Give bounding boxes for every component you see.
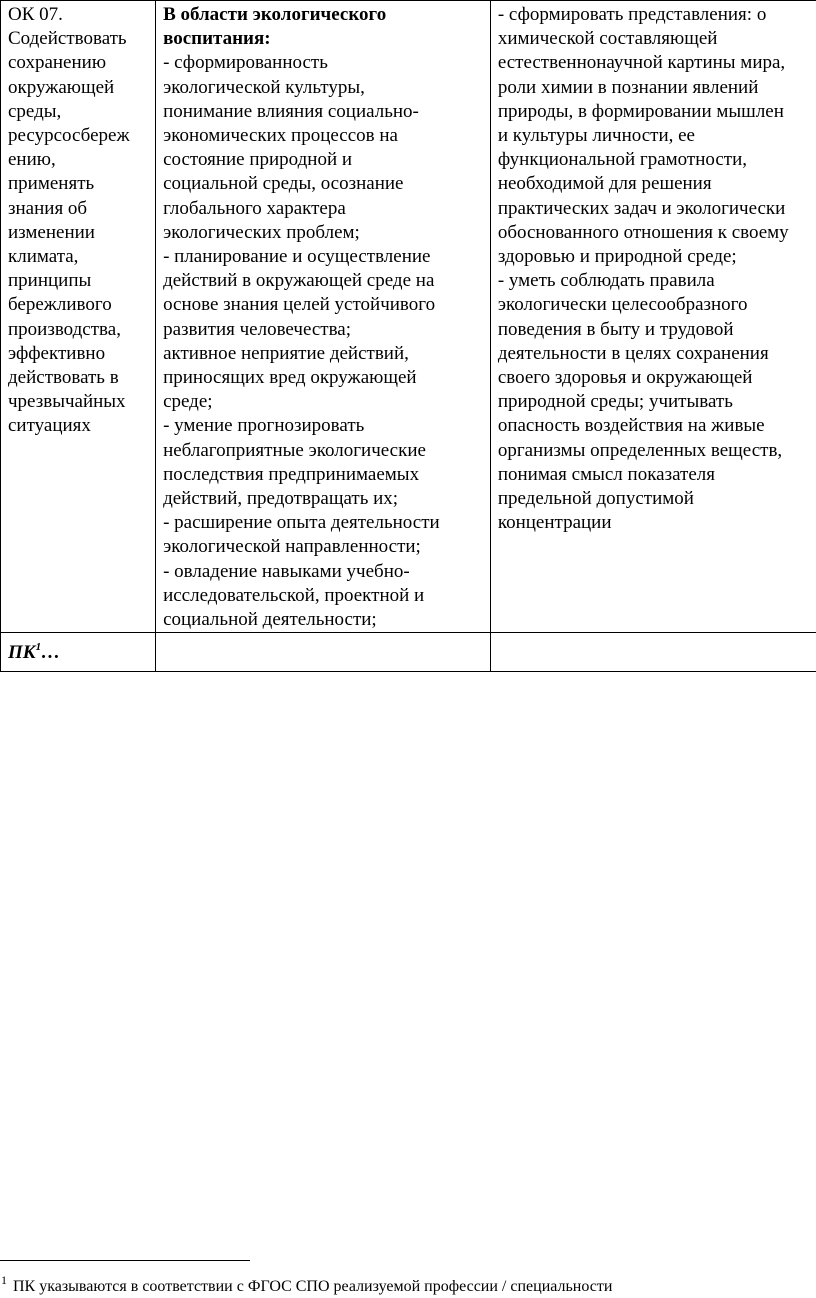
subject-line: роли химии в познании явлений — [497, 76, 759, 98]
cell-pk-label — [1, 633, 156, 672]
subject-line: экологически целесообразного — [497, 294, 748, 316]
education-heading: В области экологического — [163, 4, 387, 25]
subject-line: поведения в быту и трудовой — [497, 318, 734, 340]
pk-footnote-marker: 1 — [35, 641, 42, 654]
competency-line: окружающей — [8, 76, 115, 98]
competency-line: применять — [8, 173, 95, 195]
footnote-text: ПК указываются в соответствии с ФГОС СПО реализуемой профессии / специальности — [13, 1278, 613, 1295]
subject-line: природной среды; учитывать — [497, 391, 733, 413]
cell-subject-results — [490, 1, 816, 633]
footnote — [1, 1269, 612, 1298]
education-line: - сформированность — [163, 52, 328, 74]
subject-line: предельной допустимой — [497, 488, 694, 510]
competency-line: производства, — [8, 318, 121, 340]
subject-line: организмы определенных веществ, — [497, 439, 783, 461]
subject-line: - сформировать представления: о — [497, 4, 767, 25]
education-line: последствия предпринимаемых — [163, 463, 420, 485]
cell-education-results — [156, 1, 491, 633]
education-line: неблагоприятные экологические — [163, 439, 426, 461]
competency-line: действовать в — [8, 367, 119, 389]
pk-label: ПК — [8, 642, 36, 664]
education-line: социальной среды, осознание — [163, 173, 404, 195]
pk-ellipsis: … — [41, 642, 61, 664]
education-line: основе знания целей устойчивого — [163, 294, 436, 316]
subject-line: и культуры личности, ее — [497, 125, 695, 147]
education-line: экологической культуры, — [163, 76, 365, 98]
competency-line: бережливого — [8, 294, 112, 316]
subject-line: своего здоровья и окружающей — [497, 367, 753, 389]
education-line: социальной деятельности; — [163, 609, 377, 631]
competency-line: эффективно — [8, 342, 106, 364]
subject-line: понимая смысл показателя — [497, 463, 715, 485]
education-line: - умение прогнозировать — [163, 415, 365, 437]
education-line: развития человечества; — [163, 318, 352, 340]
competency-line: ению, — [8, 149, 56, 171]
education-line: - расширение опыта деятельности — [163, 512, 440, 534]
education-line: среде; — [163, 391, 213, 413]
subject-line: химической составляющей — [497, 28, 718, 50]
subject-line: природы, в формировании мышлен — [497, 100, 784, 122]
table-row-pk — [1, 633, 816, 672]
education-line: - овладение навыками учебно- — [163, 560, 410, 582]
competency-line: Содействовать — [8, 28, 127, 50]
competency-line: изменении — [8, 221, 95, 243]
education-line: действий в окружающей среде на — [163, 270, 435, 292]
education-line: состояние природной и — [163, 149, 353, 171]
competency-line: ОК 07. — [8, 4, 63, 25]
subject-line: деятельности в целях сохранения — [497, 342, 769, 364]
subject-line: необходимой для решения — [497, 173, 712, 195]
education-line: экологической направленности; — [163, 536, 421, 558]
competency-line: ситуациях — [8, 415, 91, 437]
subject-line: концентрации — [497, 512, 612, 534]
education-line: действий, предотвращать их; — [163, 488, 399, 510]
education-line: экономических процессов на — [163, 125, 398, 147]
table-row-ok07 — [1, 1, 816, 633]
footnote-separator — [0, 1260, 250, 1261]
education-line: исследовательской, проектной и — [163, 584, 425, 606]
education-line: экологических проблем; — [163, 221, 360, 243]
competency-line: принципы — [8, 270, 92, 292]
subject-line: опасность воздействия на живые — [497, 415, 765, 437]
education-line: понимание влияния социально- — [163, 100, 419, 122]
cell-pk-education — [156, 633, 491, 672]
subject-line: - уметь соблюдать правила — [497, 270, 715, 292]
competency-line: знания об — [8, 197, 88, 219]
competency-line: чрезвычайных — [8, 391, 126, 413]
subject-line: функциональной грамотности, — [497, 149, 747, 171]
subject-line: практических задач и экологически — [497, 197, 786, 219]
cell-pk-subject — [490, 633, 816, 672]
subject-line: здоровью и природной среде; — [497, 246, 737, 268]
education-line: приносящих вред окружающей — [163, 367, 417, 389]
competency-line: климата, — [8, 246, 79, 268]
education-heading: воспитания: — [163, 28, 271, 50]
footnote-marker: 1 — [1, 1273, 7, 1287]
cell-competency — [1, 1, 156, 633]
competency-line: среды, — [8, 100, 62, 122]
competency-line: сохранению — [8, 52, 107, 74]
education-line: - планирование и осуществление — [163, 246, 431, 268]
education-line: активное неприятие действий, — [163, 342, 409, 364]
competency-line: ресурсосбереж — [8, 125, 130, 147]
education-line: глобального характера — [163, 197, 346, 219]
subject-line: обоснованного отношения к своему — [497, 221, 789, 243]
subject-line: естественнонаучной картины мира, — [497, 52, 786, 74]
